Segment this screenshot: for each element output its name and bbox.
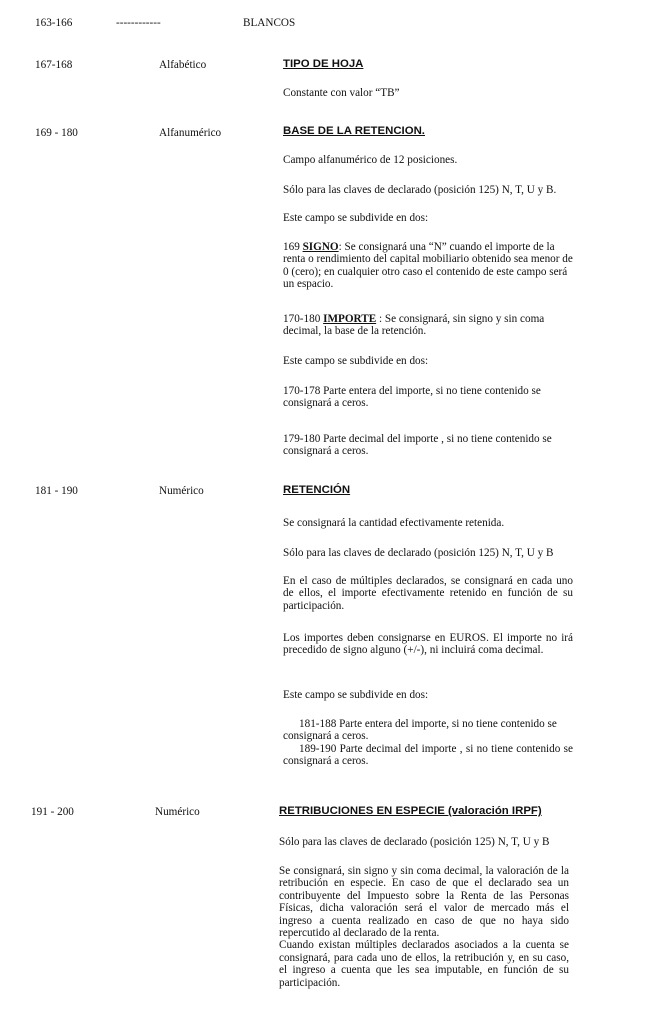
base-signo-paragraph [283, 241, 573, 291]
header-base-retencion: BASE DE LA RETENCION. [283, 125, 425, 137]
type-alfabetico: Alfabético [159, 59, 207, 71]
retribuciones-body [279, 865, 569, 989]
header-retribuciones-especie: RETRIBUCIONES EN ESPECIE (valoración IRPF) [279, 805, 542, 817]
type-alfanumerico: Alfanumérico [159, 127, 222, 139]
type-dashes: ------------ [116, 17, 161, 29]
retencion-p2: Sólo para las claves de declarado (posición 125) N, T, U y B [283, 547, 554, 559]
base-p8: 179-180 Parte decimal del importe , si no tiene contenido se consignará a ceros. [283, 433, 552, 458]
position-167-168: 167-168 [35, 59, 73, 71]
position-181-190: 181 - 190 [35, 485, 78, 497]
position-169-180: 169 - 180 [35, 127, 78, 139]
retencion-p5: Este campo se subdivide en dos: [283, 689, 429, 701]
type-numerico-181: Numérico [159, 485, 204, 497]
base-p2: Sólo para las claves de declarado (posición 125) N, T, U y B. [283, 184, 557, 196]
blancos-label: BLANCOS [243, 17, 296, 29]
header-tipo-de-hoja: TIPO DE HOJA [283, 58, 364, 70]
base-p3: Este campo se subdivide en dos: [283, 212, 429, 224]
position-163-166: 163-166 [35, 17, 73, 29]
retencion-p1: Se consignará la cantidad efectivamente retenida. [283, 517, 505, 529]
importe-prefix: 170-180 [283, 313, 324, 325]
position-191-200: 191 - 200 [31, 806, 74, 818]
retencion-p6: 181-188 Parte entera del importe, si no tiene contenido se consignará a ceros. [283, 718, 557, 743]
base-p1: Campo alfanumérico de 12 posiciones. [283, 154, 458, 166]
header-retencion: RETENCIÓN [283, 484, 351, 496]
tipo-hoja-desc: Constante con valor “TB” [283, 87, 400, 99]
retencion-p4: Los importes deben consignarse en EUROS. El importe no irá precedido de signo alguno (+/-), ni incluirá coma decimal. [283, 632, 573, 657]
type-numerico-191: Numérico [155, 806, 200, 818]
retencion-parts [283, 718, 573, 768]
base-p7: 170-178 Parte entera del importe, si no tiene contenido se consignará a ceros. [283, 385, 541, 410]
signo-term: SIGNO [302, 241, 339, 253]
base-p6: Este campo se subdivide en dos: [283, 355, 429, 367]
retencion-p3: En el caso de múltiples declarados, se consignará en cada uno de ellos, el importe efectivamente retenido en función de su participación. [283, 575, 573, 612]
retencion-p7: 189-190 Parte decimal del importe , si no tiene contenido se consignará a ceros. [283, 742, 573, 768]
signo-text: : Se consignará una “N” cuando el importe de la renta o rendimiento del capital mobiliario obtenido sea menor de 0 (cero); en cualquier otro caso el contenido de este campo será un espacio. [283, 241, 573, 291]
base-importe-paragraph [283, 313, 573, 338]
retribuciones-p2: Se consignará, sin signo y sin coma decimal, la valoración de la retribución en especie. En caso de que el declarado sea un contribuyente del Impuesto sobre la Renta de las Personas Físicas, dicha valoración será el valor de mercado más el ingreso a cuenta realizado en caso de que no haya sido repercutido al declarado de la renta. [279, 865, 569, 940]
signo-prefix: 169 [283, 241, 303, 253]
retribuciones-p3: Cuando existan múltiples declarados asociados a la cuenta se consignará, para cada uno de ellos, la retribución y, en su caso, el ingreso a cuenta que les sea imputable, en función de su participación. [279, 939, 569, 989]
importe-term: IMPORTE [323, 313, 377, 325]
importe-text: : Se consignará, sin signo y sin coma decimal, la base de la retención. [283, 313, 545, 338]
retribuciones-p1: Sólo para las claves de declarado (posición 125) N, T, U y B [279, 836, 550, 848]
